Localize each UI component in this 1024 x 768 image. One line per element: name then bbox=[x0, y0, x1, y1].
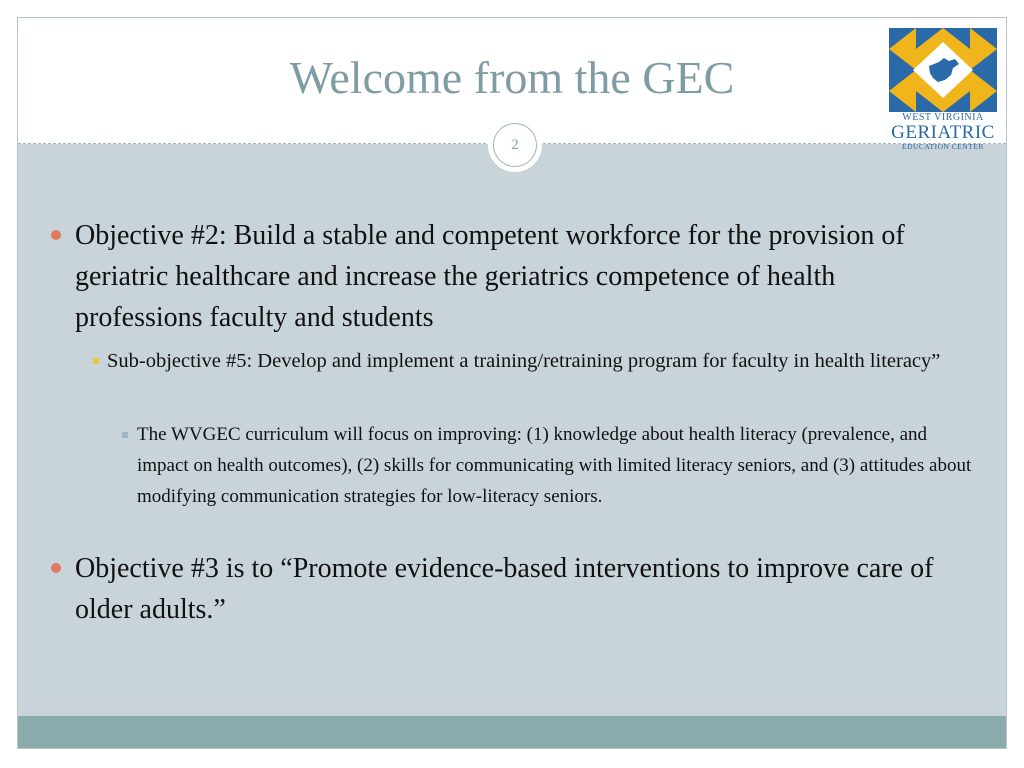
logo-text bbox=[889, 112, 997, 151]
quilt-star-icon bbox=[889, 28, 997, 112]
bullet-dot-icon bbox=[51, 563, 61, 573]
bullet-subobjective-5 bbox=[107, 344, 987, 378]
bullet-objective-3 bbox=[75, 548, 935, 630]
curriculum-text: The WVGEC curriculum will focus on improving: (1) knowledge about health literacy (prevalence, and impact on health outcomes), (2) skills for communicating with limited literacy seniors, and (3) attitudes about modifying communication strategies for low-literacy seniors. bbox=[137, 424, 972, 507]
page-number-badge bbox=[488, 118, 542, 172]
bullet-curriculum bbox=[137, 419, 977, 512]
bullet-square-icon bbox=[93, 358, 99, 364]
logo-line2: GERIATRIC bbox=[891, 122, 995, 143]
slide bbox=[17, 17, 1007, 749]
bullet-dot-icon bbox=[51, 230, 61, 240]
page-number: 2 bbox=[493, 123, 537, 167]
objective-3-text: Objective #3 is to “Promote evidence-based interventions to improve care of older adults.” bbox=[75, 553, 934, 625]
bullet-objective-2 bbox=[75, 215, 935, 338]
logo-line3: EDUCATION CENTER bbox=[902, 142, 984, 151]
slide-footer-bar bbox=[18, 716, 1006, 748]
subobjective-5-text: Sub-objective #5: Develop and implement a training/retraining program for faculty in health literacy” bbox=[107, 350, 941, 372]
objective-2-text: Objective #2: Build a stable and competent workforce for the provision of geriatric healthcare and increase the geriatrics competence of health professions faculty and students bbox=[75, 220, 905, 333]
wvgec-logo bbox=[889, 28, 997, 156]
logo-line1: WEST VIRGINIA bbox=[902, 112, 984, 123]
bullet-square-icon bbox=[122, 432, 128, 438]
slide-title: Welcome from the GEC bbox=[289, 52, 735, 103]
